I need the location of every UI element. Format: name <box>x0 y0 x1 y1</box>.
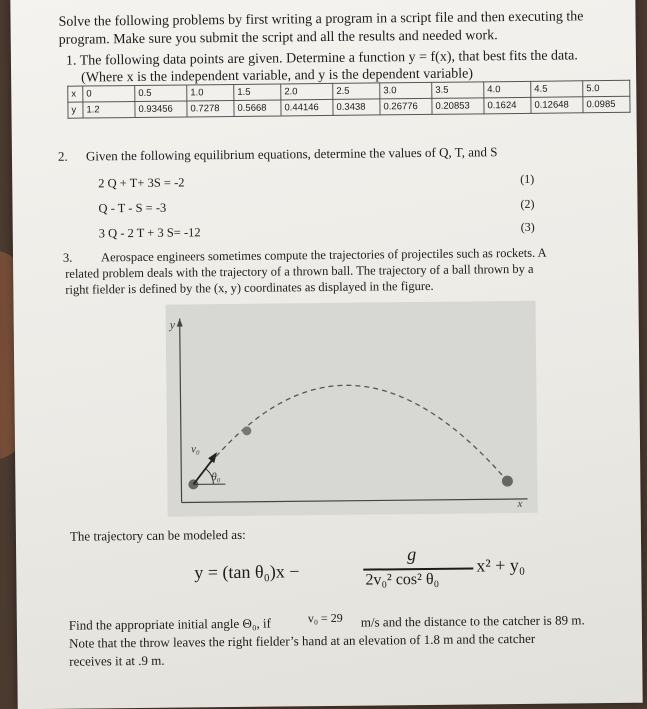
paper-sheet <box>10 0 642 709</box>
x-axis <box>182 499 528 503</box>
y-cell: 0.1624 <box>484 97 531 113</box>
problem3-number: 3. <box>63 251 73 266</box>
equation-2: Q - T - S = -3 <box>98 201 166 217</box>
x-cell: 1.0 <box>187 84 234 100</box>
y-cell: 0.20853 <box>432 98 484 115</box>
problem1-line-2: (Where x is the independent variable, and y is the dependent variable) <box>81 66 473 86</box>
problem2-number: 2. <box>58 149 68 165</box>
equation-3-number: (3) <box>521 220 535 235</box>
intro-line-2: program. Make sure you submit the script and all the results and needed work. <box>59 28 498 49</box>
velocity-arrowhead <box>208 452 217 463</box>
find-v0-value: v₀ = 29 <box>308 611 343 626</box>
ball-point <box>242 426 251 435</box>
formula-denominator: 2v₀² cos² θ₀ <box>365 571 439 590</box>
problem3-line-1: Aerospace engineers sometimes compute the trajectories of projectiles such as rockets. A <box>101 246 547 266</box>
equation-3: 3 Q - 2 T + 3 S= -12 <box>99 225 201 241</box>
x-cell: 3.0 <box>380 82 432 99</box>
x-cell: 4.5 <box>531 81 583 98</box>
y-cell: 0.44146 <box>281 99 333 116</box>
problem2-text: Given the following equilibrium equations, determine the values of Q, T, and S <box>86 144 498 164</box>
ball-point <box>502 476 513 487</box>
row-label-x: x <box>68 86 83 102</box>
x-cell: 0.5 <box>135 85 187 102</box>
problem3-line-3: right fielder is defined by the (x, y) coordinates as displayed in the figure. <box>65 279 433 298</box>
v0-label: v₀ <box>191 443 200 455</box>
problem3-line-2: related problem deals with the trajectory of a thrown ball. The trajectory of a ball thrown by a <box>65 262 533 282</box>
x-cell: 2.0 <box>281 83 333 100</box>
y-cell: 1.2 <box>83 101 135 118</box>
y-axis <box>180 319 182 503</box>
y-axis-label: y <box>169 318 176 332</box>
theta0-label: θ₀ <box>211 471 221 483</box>
y-cell: 0.0985 <box>583 96 630 112</box>
y-cell: 0.7278 <box>187 100 234 116</box>
formula-numerator: g <box>407 544 416 565</box>
trajectory-figure <box>166 301 538 517</box>
x-cell: 2.5 <box>333 83 380 99</box>
problem1-line-1: 1. The following data points are given. Determine a function y = f(x), that best fits the data. <box>66 48 578 69</box>
trajectory-svg <box>166 301 538 517</box>
x-cell: 1.5 <box>234 84 281 100</box>
note-line-2: receives it at .9 m. <box>69 653 164 670</box>
model-label: The trajectory can be modeled as: <box>70 527 246 545</box>
formula-tail: x² + y₀ <box>476 555 525 577</box>
equation-1-number: (1) <box>520 172 534 187</box>
formula-lhs: y = (tan θ₀)x − <box>194 561 299 583</box>
y-cell: 0.12648 <box>531 97 583 114</box>
find-text-b: m/s and the distance to the catcher is 89 m. <box>361 612 585 630</box>
x-cell: 5.0 <box>583 80 630 96</box>
x-cell: 4.0 <box>484 81 531 97</box>
x-axis-label: x <box>517 498 523 510</box>
y-cell: 0.93456 <box>135 101 187 118</box>
y-cell: 0.5668 <box>234 100 281 116</box>
x-cell: 0 <box>83 85 135 102</box>
note-line-1: Note that the throw leaves the right fielder’s hand at an elevation of 1.8 m and the catcher <box>69 631 535 652</box>
row-label-y: y <box>68 102 83 118</box>
trajectory-path <box>192 384 507 485</box>
y-axis-arrow <box>177 319 183 327</box>
x-cell: 3.5 <box>432 82 484 99</box>
equation-1: 2 Q + T+ 3S = -2 <box>98 175 184 191</box>
fraction-bar <box>363 567 473 570</box>
y-cell: 0.26776 <box>380 98 432 115</box>
data-table <box>67 80 630 119</box>
intro-line-1: Solve the following problems by first writing a program in a script file and then executing the <box>58 9 583 30</box>
y-cell: 0.3438 <box>333 99 380 115</box>
find-text-a: Find the appropriate initial angle Θ₀, if <box>69 616 271 634</box>
equation-2-number: (2) <box>520 197 534 212</box>
